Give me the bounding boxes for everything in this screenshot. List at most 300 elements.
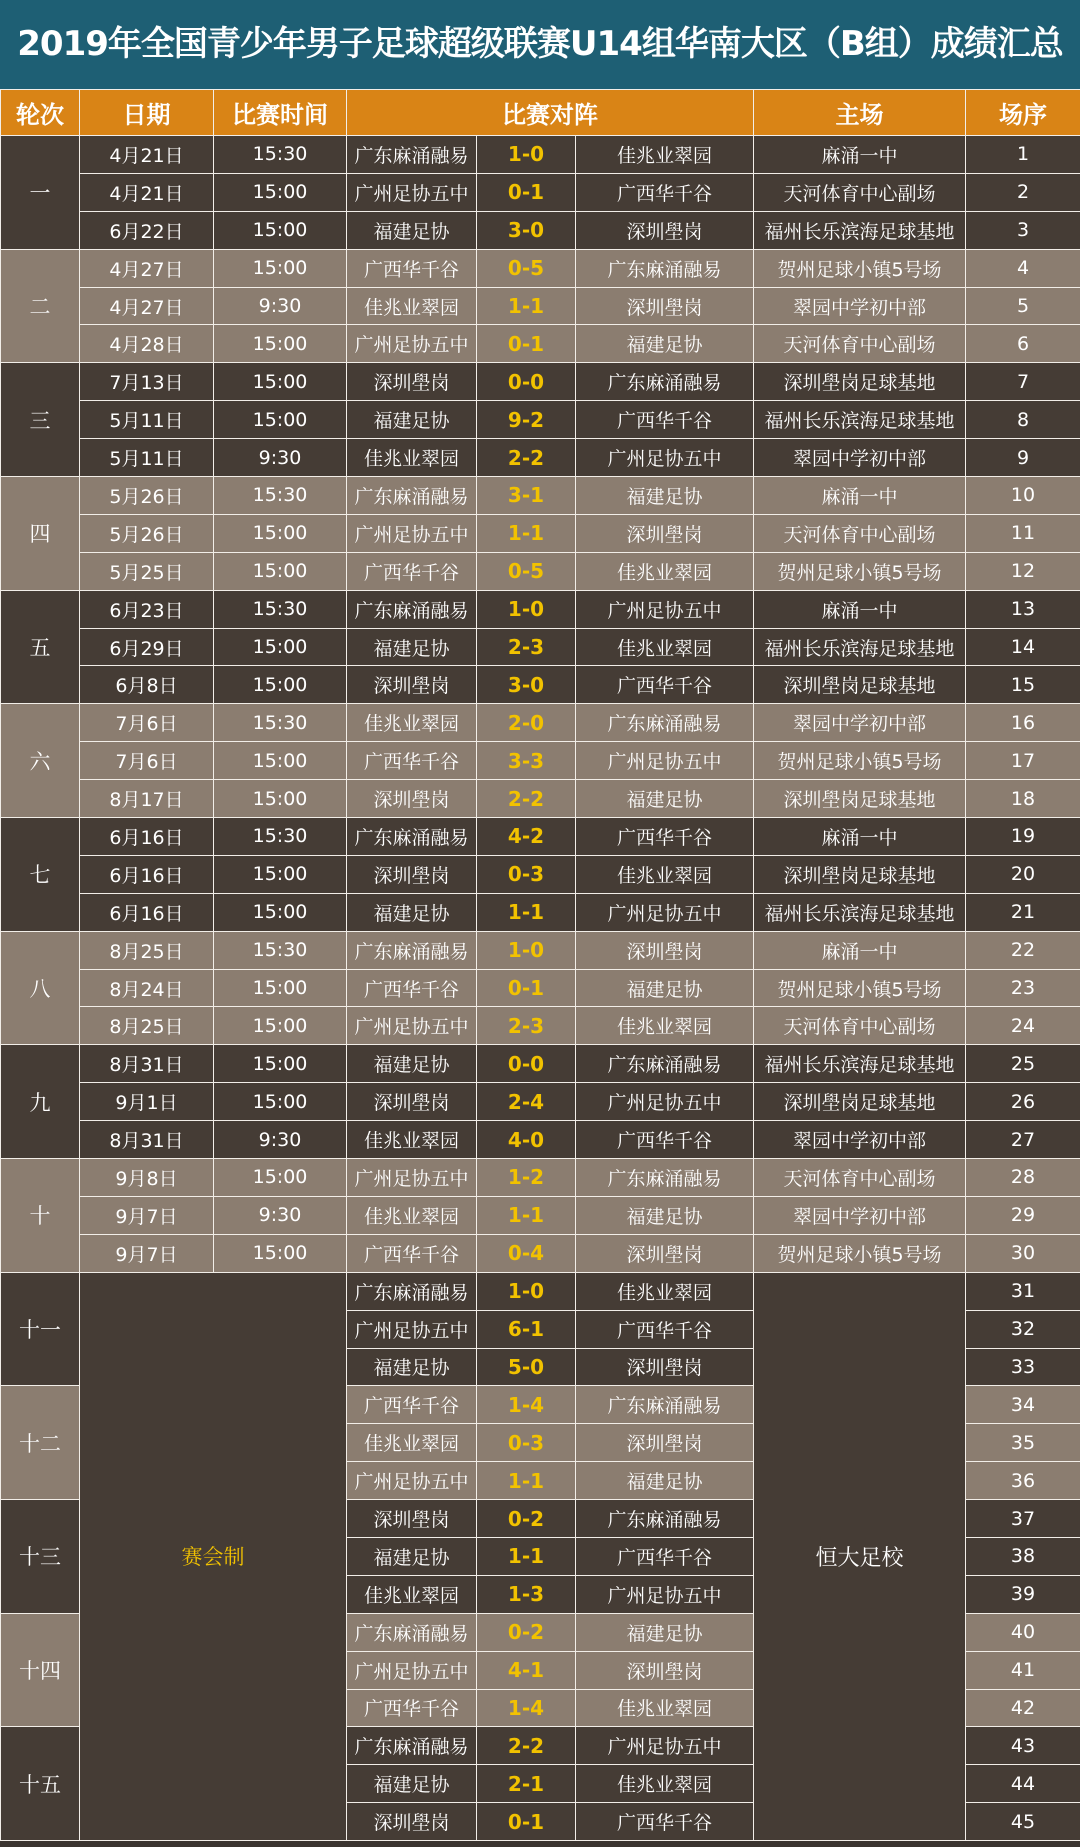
match-time: 9:30 (214, 1196, 347, 1234)
home-team: 广州足协五中 (347, 1007, 477, 1045)
venue: 福州长乐滨海足球基地 (754, 893, 966, 931)
home-team: 广州足协五中 (347, 1159, 477, 1197)
table-row (1, 1272, 1080, 1310)
match-date: 4月21日 (80, 173, 214, 211)
home-team: 福建足协 (347, 1765, 477, 1803)
match-date: 4月27日 (80, 249, 214, 287)
table-row (1, 893, 1080, 931)
score: 5-0 (477, 1348, 576, 1386)
venue: 福州长乐滨海足球基地 (754, 628, 966, 666)
home-team: 深圳壆岗 (347, 855, 477, 893)
match-time: 9:30 (214, 287, 347, 325)
match-time: 15:00 (214, 363, 347, 401)
match-order: 18 (966, 780, 1080, 818)
round-label: 十二 (1, 1386, 80, 1500)
match-time: 15:00 (214, 401, 347, 439)
away-team: 广西华千谷 (576, 1537, 754, 1575)
away-team: 广东麻涌融易 (576, 249, 754, 287)
venue: 贺州足球小镇5号场 (754, 969, 966, 1007)
venue: 福州长乐滨海足球基地 (754, 1045, 966, 1083)
home-team: 广西华千谷 (347, 249, 477, 287)
home-team: 佳兆业翠园 (347, 1424, 477, 1462)
score: 1-2 (477, 1159, 576, 1197)
away-team: 广州足协五中 (576, 742, 754, 780)
match-order: 7 (966, 363, 1080, 401)
round-label: 十五 (1, 1727, 80, 1841)
venue: 贺州足球小镇5号场 (754, 552, 966, 590)
score: 1-1 (477, 1196, 576, 1234)
match-time: 15:00 (214, 628, 347, 666)
match-order: 40 (966, 1613, 1080, 1651)
table-row (1, 287, 1080, 325)
home-team: 广东麻涌融易 (347, 477, 477, 515)
match-order: 6 (966, 325, 1080, 363)
match-date: 4月27日 (80, 287, 214, 325)
home-team: 福建足协 (347, 628, 477, 666)
score: 0-1 (477, 173, 576, 211)
table-row (1, 1234, 1080, 1272)
home-team: 福建足协 (347, 893, 477, 931)
away-team: 福建足协 (576, 1613, 754, 1651)
match-order: 27 (966, 1121, 1080, 1159)
venue: 福州长乐滨海足球基地 (754, 211, 966, 249)
away-team: 广东麻涌融易 (576, 1045, 754, 1083)
match-time: 15:30 (214, 931, 347, 969)
venue: 贺州足球小镇5号场 (754, 1234, 966, 1272)
score: 0-2 (477, 1500, 576, 1538)
match-order: 22 (966, 931, 1080, 969)
match-date: 9月7日 (80, 1196, 214, 1234)
away-team: 深圳壆岗 (576, 1424, 754, 1462)
away-team: 深圳壆岗 (576, 287, 754, 325)
match-date: 7月6日 (80, 704, 214, 742)
score: 6-1 (477, 1310, 576, 1348)
home-team: 深圳壆岗 (347, 1083, 477, 1121)
venue: 麻涌一中 (754, 477, 966, 515)
home-team: 广东麻涌融易 (347, 590, 477, 628)
away-team: 广东麻涌融易 (576, 1500, 754, 1538)
home-team: 福建足协 (347, 401, 477, 439)
tournament-venue: 恒大足校 (754, 1272, 966, 1840)
home-team: 佳兆业翠园 (347, 439, 477, 477)
match-order: 20 (966, 855, 1080, 893)
match-date: 7月13日 (80, 363, 214, 401)
venue: 深圳壆岗足球基地 (754, 666, 966, 704)
score: 0-1 (477, 969, 576, 1007)
away-team: 广东麻涌融易 (576, 704, 754, 742)
table-row (1, 1121, 1080, 1159)
table-row (1, 1045, 1080, 1083)
away-team: 佳兆业翠园 (576, 1007, 754, 1045)
match-time: 15:00 (214, 249, 347, 287)
score: 0-4 (477, 1234, 576, 1272)
match-order: 29 (966, 1196, 1080, 1234)
home-team: 广西华千谷 (347, 552, 477, 590)
match-time: 15:30 (214, 818, 347, 856)
away-team: 深圳壆岗 (576, 514, 754, 552)
match-order: 43 (966, 1727, 1080, 1765)
away-team: 广东麻涌融易 (576, 1159, 754, 1197)
away-team: 广州足协五中 (576, 439, 754, 477)
score: 1-0 (477, 1272, 576, 1310)
away-team: 广东麻涌融易 (576, 1386, 754, 1424)
away-team: 广州足协五中 (576, 893, 754, 931)
away-team: 广西华千谷 (576, 1121, 754, 1159)
header-row (1, 90, 1080, 136)
home-team: 佳兆业翠园 (347, 1575, 477, 1613)
venue: 翠园中学初中部 (754, 287, 966, 325)
match-order: 28 (966, 1159, 1080, 1197)
home-team: 佳兆业翠园 (347, 1196, 477, 1234)
home-team: 佳兆业翠园 (347, 287, 477, 325)
match-date: 6月16日 (80, 893, 214, 931)
home-team: 福建足协 (347, 211, 477, 249)
away-team: 深圳壆岗 (576, 211, 754, 249)
match-time: 15:00 (214, 552, 347, 590)
home-team: 佳兆业翠园 (347, 1121, 477, 1159)
match-order: 11 (966, 514, 1080, 552)
away-team: 佳兆业翠园 (576, 552, 754, 590)
page-title: 2019年全国青少年男子足球超级联赛U14组华南大区（B组）成绩汇总 (0, 0, 1080, 89)
away-team: 广州足协五中 (576, 1083, 754, 1121)
match-order: 36 (966, 1462, 1080, 1500)
score: 2-1 (477, 1765, 576, 1803)
home-team: 深圳壆岗 (347, 1500, 477, 1538)
table-row (1, 514, 1080, 552)
round-label: 六 (1, 704, 80, 818)
table-row (1, 211, 1080, 249)
score: 3-1 (477, 477, 576, 515)
match-date: 5月11日 (80, 401, 214, 439)
away-team: 佳兆业翠园 (576, 136, 754, 174)
away-team: 深圳壆岗 (576, 1234, 754, 1272)
match-date: 5月25日 (80, 552, 214, 590)
table-row (1, 931, 1080, 969)
home-team: 深圳壆岗 (347, 363, 477, 401)
match-order: 45 (966, 1803, 1080, 1841)
match-order: 3 (966, 211, 1080, 249)
tournament-format: 赛会制 (80, 1272, 347, 1840)
venue: 麻涌一中 (754, 931, 966, 969)
home-team: 广东麻涌融易 (347, 1272, 477, 1310)
match-order: 30 (966, 1234, 1080, 1272)
home-team: 广州足协五中 (347, 1651, 477, 1689)
match-order: 39 (966, 1575, 1080, 1613)
match-date: 5月26日 (80, 477, 214, 515)
round-label: 八 (1, 931, 80, 1045)
match-date: 8月24日 (80, 969, 214, 1007)
match-order: 32 (966, 1310, 1080, 1348)
table-row (1, 325, 1080, 363)
score: 0-1 (477, 1803, 576, 1841)
venue: 天河体育中心副场 (754, 514, 966, 552)
match-time: 15:00 (214, 1159, 347, 1197)
score: 1-1 (477, 893, 576, 931)
match-date: 6月16日 (80, 855, 214, 893)
results-table (0, 89, 1080, 1841)
match-time: 15:30 (214, 590, 347, 628)
match-time: 15:00 (214, 666, 347, 704)
table-row (1, 628, 1080, 666)
home-team: 广东麻涌融易 (347, 1727, 477, 1765)
away-team: 广西华千谷 (576, 401, 754, 439)
score: 0-3 (477, 855, 576, 893)
round-label: 二 (1, 249, 80, 363)
away-team: 广州足协五中 (576, 1727, 754, 1765)
header-order: 场序 (966, 90, 1080, 136)
venue: 麻涌一中 (754, 136, 966, 174)
match-order: 24 (966, 1007, 1080, 1045)
match-date: 8月25日 (80, 1007, 214, 1045)
home-team: 广州足协五中 (347, 1462, 477, 1500)
home-team: 佳兆业翠园 (347, 704, 477, 742)
home-team: 福建足协 (347, 1045, 477, 1083)
home-team: 广东麻涌融易 (347, 818, 477, 856)
match-date: 6月22日 (80, 211, 214, 249)
score: 0-0 (477, 363, 576, 401)
venue: 深圳壆岗足球基地 (754, 1083, 966, 1121)
away-team: 福建足协 (576, 969, 754, 1007)
match-time: 9:30 (214, 1121, 347, 1159)
round-label: 七 (1, 818, 80, 932)
round-label: 三 (1, 363, 80, 477)
table-row (1, 1159, 1080, 1197)
score: 0-1 (477, 325, 576, 363)
match-date: 6月8日 (80, 666, 214, 704)
match-order: 33 (966, 1348, 1080, 1386)
venue: 翠园中学初中部 (754, 1121, 966, 1159)
venue: 天河体育中心副场 (754, 325, 966, 363)
score: 1-0 (477, 590, 576, 628)
table-row (1, 1007, 1080, 1045)
table-row (1, 969, 1080, 1007)
match-date: 9月7日 (80, 1234, 214, 1272)
home-team: 深圳壆岗 (347, 780, 477, 818)
header-date: 日期 (80, 90, 214, 136)
score: 9-2 (477, 401, 576, 439)
venue: 麻涌一中 (754, 818, 966, 856)
score: 4-0 (477, 1121, 576, 1159)
score: 1-1 (477, 287, 576, 325)
match-date: 6月29日 (80, 628, 214, 666)
table-row (1, 590, 1080, 628)
round-label: 五 (1, 590, 80, 704)
match-order: 42 (966, 1689, 1080, 1727)
venue: 深圳壆岗足球基地 (754, 855, 966, 893)
venue: 贺州足球小镇5号场 (754, 742, 966, 780)
venue: 深圳壆岗足球基地 (754, 780, 966, 818)
round-label: 一 (1, 136, 80, 250)
score: 1-1 (477, 514, 576, 552)
match-order: 21 (966, 893, 1080, 931)
table-row (1, 552, 1080, 590)
home-team: 广西华千谷 (347, 1234, 477, 1272)
match-order: 10 (966, 477, 1080, 515)
round-label: 九 (1, 1045, 80, 1159)
table-row (1, 666, 1080, 704)
match-order: 35 (966, 1424, 1080, 1462)
away-team: 广东麻涌融易 (576, 363, 754, 401)
score: 2-3 (477, 1007, 576, 1045)
score: 1-1 (477, 1462, 576, 1500)
home-team: 福建足协 (347, 1348, 477, 1386)
round-label: 十一 (1, 1272, 80, 1386)
match-order: 2 (966, 173, 1080, 211)
home-team: 广东麻涌融易 (347, 136, 477, 174)
match-time: 15:00 (214, 1007, 347, 1045)
venue: 翠园中学初中部 (754, 704, 966, 742)
score: 0-3 (477, 1424, 576, 1462)
score: 0-5 (477, 249, 576, 287)
venue: 天河体育中心副场 (754, 1159, 966, 1197)
match-time: 15:00 (214, 855, 347, 893)
away-team: 福建足协 (576, 477, 754, 515)
match-order: 1 (966, 136, 1080, 174)
match-order: 41 (966, 1651, 1080, 1689)
venue: 翠园中学初中部 (754, 439, 966, 477)
match-date: 4月28日 (80, 325, 214, 363)
home-team: 深圳壆岗 (347, 1803, 477, 1841)
table-row (1, 401, 1080, 439)
match-date: 5月11日 (80, 439, 214, 477)
venue: 翠园中学初中部 (754, 1196, 966, 1234)
home-team: 深圳壆岗 (347, 666, 477, 704)
table-row (1, 363, 1080, 401)
match-order: 23 (966, 969, 1080, 1007)
match-date: 8月17日 (80, 780, 214, 818)
away-team: 深圳壆岗 (576, 1348, 754, 1386)
away-team: 福建足协 (576, 780, 754, 818)
venue: 深圳壆岗足球基地 (754, 363, 966, 401)
match-time: 15:30 (214, 704, 347, 742)
away-team: 深圳壆岗 (576, 931, 754, 969)
home-team: 广州足协五中 (347, 173, 477, 211)
header-matchup: 比赛对阵 (347, 90, 754, 136)
away-team: 广西华千谷 (576, 1803, 754, 1841)
table-row (1, 477, 1080, 515)
away-team: 佳兆业翠园 (576, 1765, 754, 1803)
match-order: 34 (966, 1386, 1080, 1424)
match-date: 8月31日 (80, 1121, 214, 1159)
match-date: 8月25日 (80, 931, 214, 969)
home-team: 广东麻涌融易 (347, 931, 477, 969)
away-team: 福建足协 (576, 1196, 754, 1234)
match-order: 5 (966, 287, 1080, 325)
table-row (1, 780, 1080, 818)
home-team: 广州足协五中 (347, 514, 477, 552)
score: 2-4 (477, 1083, 576, 1121)
match-order: 17 (966, 742, 1080, 780)
score: 0-2 (477, 1613, 576, 1651)
venue: 天河体育中心副场 (754, 173, 966, 211)
match-order: 4 (966, 249, 1080, 287)
home-team: 广州足协五中 (347, 1310, 477, 1348)
score: 2-3 (477, 628, 576, 666)
score: 4-1 (477, 1651, 576, 1689)
match-order: 19 (966, 818, 1080, 856)
match-order: 9 (966, 439, 1080, 477)
away-team: 福建足协 (576, 325, 754, 363)
match-date: 7月6日 (80, 742, 214, 780)
home-team: 广西华千谷 (347, 1689, 477, 1727)
score: 1-3 (477, 1575, 576, 1613)
away-team: 广州足协五中 (576, 1575, 754, 1613)
away-team: 佳兆业翠园 (576, 855, 754, 893)
match-order: 13 (966, 590, 1080, 628)
match-order: 12 (966, 552, 1080, 590)
score: 4-2 (477, 818, 576, 856)
score: 3-0 (477, 666, 576, 704)
header-round: 轮次 (1, 90, 80, 136)
table-row (1, 1196, 1080, 1234)
score: 1-4 (477, 1386, 576, 1424)
venue: 麻涌一中 (754, 590, 966, 628)
table-body (1, 136, 1080, 1841)
match-date: 8月31日 (80, 1045, 214, 1083)
table-row (1, 818, 1080, 856)
venue: 福州长乐滨海足球基地 (754, 401, 966, 439)
table-row (1, 173, 1080, 211)
match-time: 15:30 (214, 477, 347, 515)
score: 2-2 (477, 439, 576, 477)
score: 3-3 (477, 742, 576, 780)
round-label: 十四 (1, 1613, 80, 1727)
round-label: 四 (1, 477, 80, 591)
score: 0-5 (477, 552, 576, 590)
table-row (1, 855, 1080, 893)
away-team: 广州足协五中 (576, 590, 754, 628)
away-team: 广西华千谷 (576, 818, 754, 856)
match-time: 15:00 (214, 211, 347, 249)
match-time: 9:30 (214, 439, 347, 477)
away-team: 广西华千谷 (576, 1310, 754, 1348)
away-team: 深圳壆岗 (576, 1651, 754, 1689)
away-team: 佳兆业翠园 (576, 1272, 754, 1310)
match-time: 15:00 (214, 742, 347, 780)
match-time: 15:00 (214, 1045, 347, 1083)
home-team: 广西华千谷 (347, 969, 477, 1007)
match-order: 44 (966, 1765, 1080, 1803)
match-date: 5月26日 (80, 514, 214, 552)
match-time: 15:00 (214, 780, 347, 818)
score: 1-0 (477, 931, 576, 969)
match-order: 15 (966, 666, 1080, 704)
home-team: 广州足协五中 (347, 325, 477, 363)
score: 0-0 (477, 1045, 576, 1083)
match-order: 25 (966, 1045, 1080, 1083)
match-order: 26 (966, 1083, 1080, 1121)
home-team: 广东麻涌融易 (347, 1613, 477, 1651)
match-order: 37 (966, 1500, 1080, 1538)
score: 2-2 (477, 1727, 576, 1765)
match-order: 38 (966, 1537, 1080, 1575)
score: 1-0 (477, 136, 576, 174)
match-time: 15:00 (214, 893, 347, 931)
match-date: 9月1日 (80, 1083, 214, 1121)
header-venue: 主场 (754, 90, 966, 136)
table-row (1, 1083, 1080, 1121)
score: 2-2 (477, 780, 576, 818)
match-date: 6月23日 (80, 590, 214, 628)
match-order: 8 (966, 401, 1080, 439)
match-time: 15:00 (214, 1234, 347, 1272)
home-team: 福建足协 (347, 1537, 477, 1575)
away-team: 佳兆业翠园 (576, 1689, 754, 1727)
round-label: 十三 (1, 1500, 80, 1614)
match-time: 15:00 (214, 325, 347, 363)
score: 1-1 (477, 1537, 576, 1575)
match-time: 15:30 (214, 136, 347, 174)
